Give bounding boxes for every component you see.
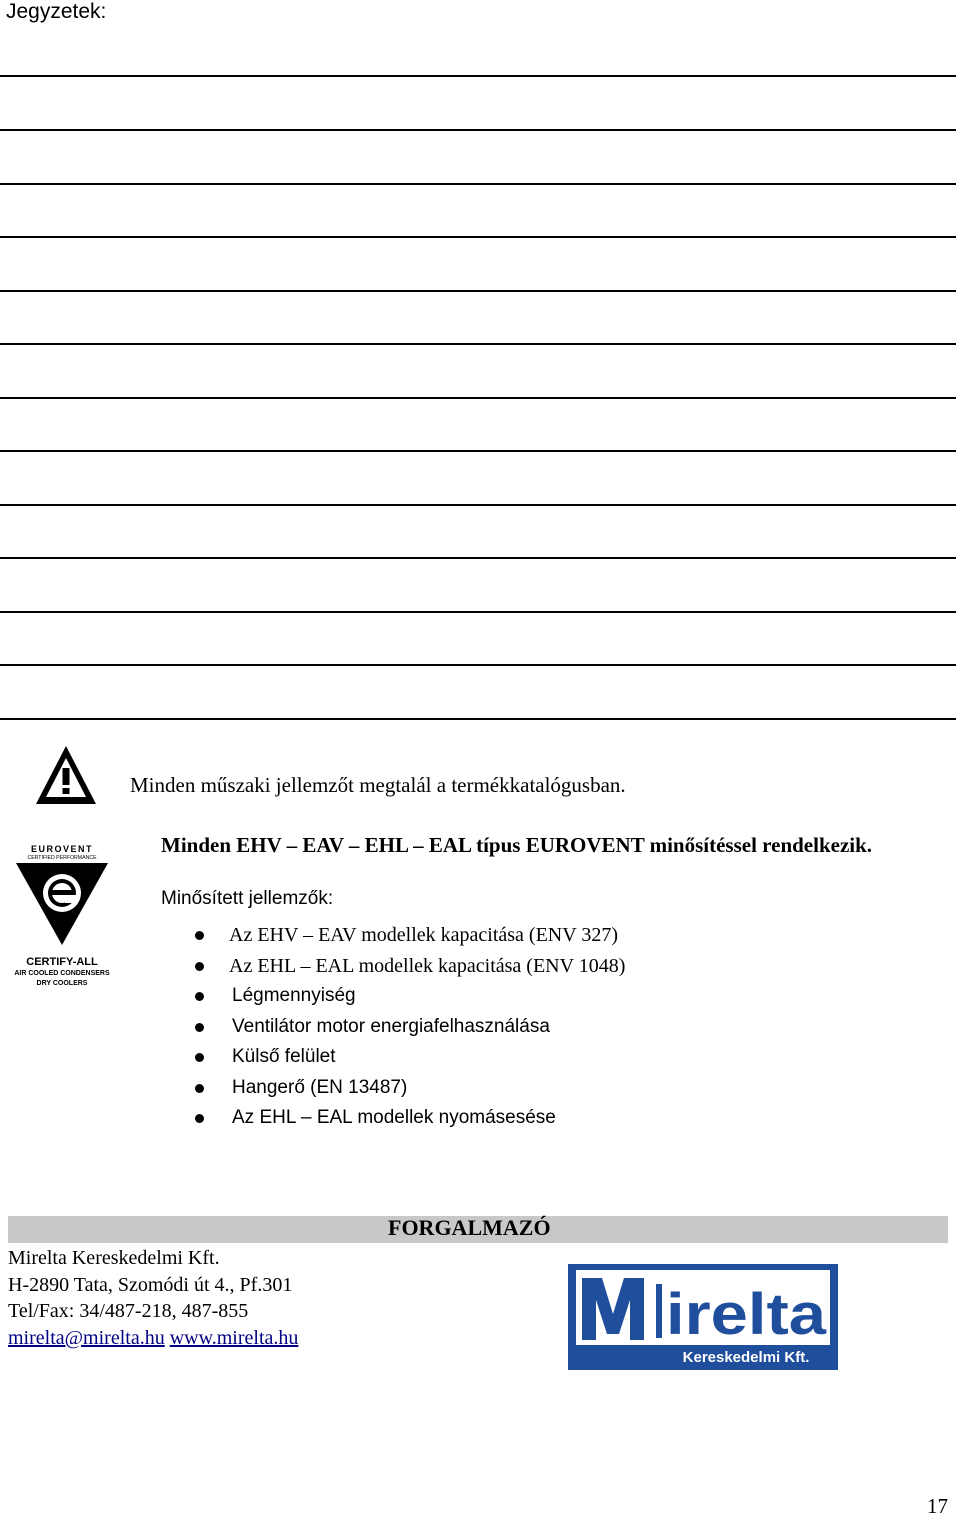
mirelta-logo [568,1264,838,1370]
note-line [0,450,956,452]
note-line [0,75,956,77]
company-phone: Tel/Fax: 34/487-218, 487-855 [8,1300,249,1322]
list-item-text: Az EHV – EAV modellek kapacitása (ENV 327) [229,924,618,946]
note-line [0,557,956,559]
warning-triangle-icon [33,743,99,809]
list-item-text: Ventilátor motor energiafelhasználása [232,1015,550,1037]
mirelta-logo-sub: Kereskedelmi Kft. [682,1349,810,1366]
company-name: Mirelta Kereskedelmi Kft. [8,1247,220,1269]
note-line [0,664,956,666]
bullet-icon [195,931,204,940]
distributor-title: FORGALMAZÓ [388,1215,551,1240]
note-line [0,129,956,131]
warning-text: Minden műszaki jellemzőt megtalál a termékkatalógusban. [130,773,626,797]
bullet-icon [195,1114,204,1123]
list-item-text: Az EHL – EAL modellek nyomásesése [232,1107,556,1128]
eurovent-certification-logo [12,843,112,989]
eurovent-brand: EUROVENT [30,844,94,854]
bullet-icon [195,992,204,1001]
eurovent-program: CERTIFY-ALL [26,956,98,968]
bullet-icon [195,1053,204,1062]
company-contact-links [8,1327,298,1350]
note-line [0,290,956,292]
bullet-icon [195,962,204,971]
list-item-text: Légmennyiség [232,985,356,1006]
company-address: H-2890 Tata, Szomódi út 4., Pf.301 [8,1274,293,1296]
list-item-text: Hangerő (EN 13487) [232,1076,408,1098]
page-number: 17 [927,1494,948,1518]
note-line [0,236,956,238]
note-line [0,504,956,506]
bullet-icon [195,1023,204,1032]
eurovent-line1: AIR COOLED CONDENSERS [14,970,110,977]
eurovent-line2: DRY COOLERS [36,980,88,987]
note-line [0,343,956,345]
notes-title: Jegyzetek: [6,0,107,23]
note-line [0,397,956,399]
mirelta-logo-name: irelta [666,1282,827,1347]
email-link[interactable]: mirelta@mirelta.hu [8,1327,165,1349]
certification-heading: Minden EHV – EAV – EHL – EAL típus EUROVENT minősítéssel rendelkezik. [161,833,873,857]
qualified-features-label: Minősített jellemzők: [161,888,334,909]
note-line [0,611,956,613]
note-line [0,718,956,720]
bullet-icon [195,1084,204,1093]
note-line [0,183,956,185]
list-item-text: Az EHL – EAL modellek kapacitása (ENV 1048) [229,954,626,977]
eurovent-sub: CERTIFIED PERFORMANCE [27,855,97,861]
website-link[interactable]: www.mirelta.hu [169,1327,299,1349]
list-item-text: Külső felület [232,1046,336,1067]
